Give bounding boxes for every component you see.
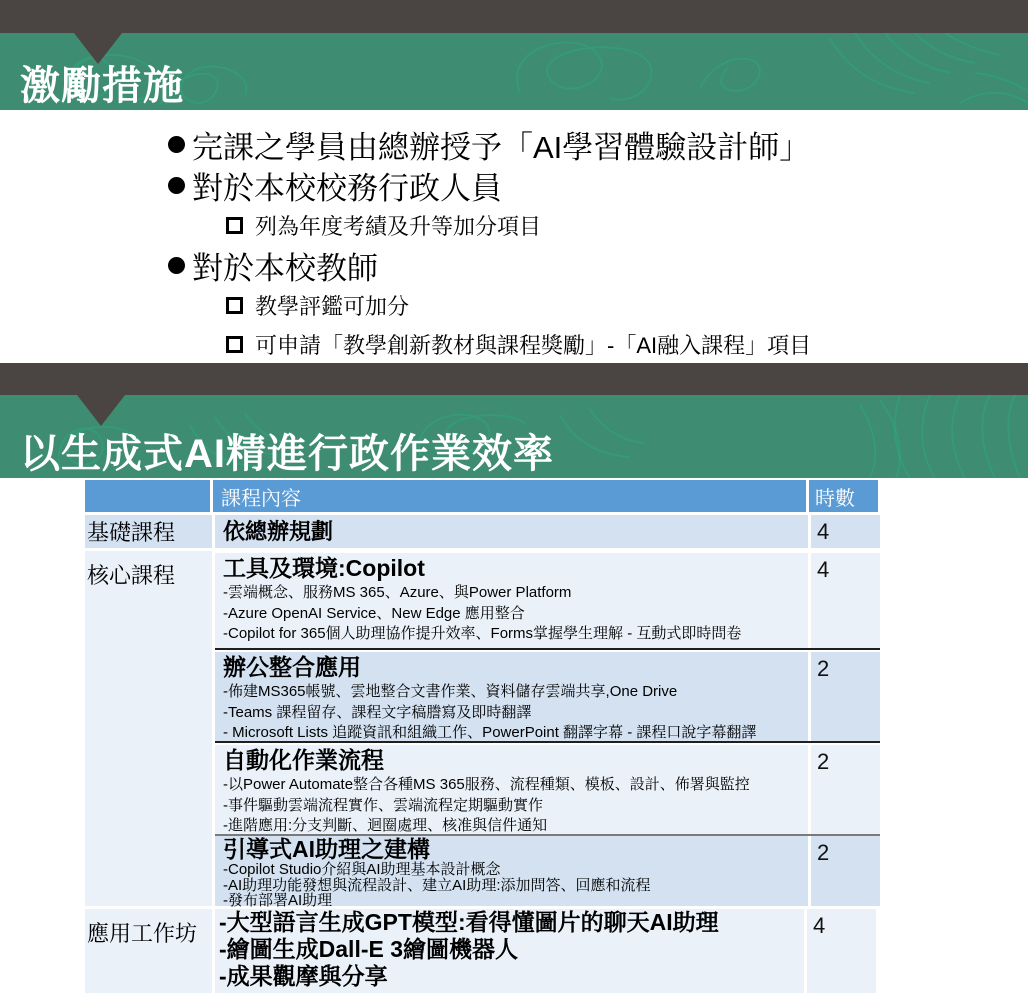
course-item: [215, 551, 880, 648]
banner-notch-triangle: [74, 33, 122, 64]
circle-bullet-icon: [168, 136, 185, 153]
hours-cell: 4: [807, 909, 876, 993]
mid-separator-band: [0, 363, 1028, 395]
section1-banner: [0, 33, 1028, 110]
sub-bullet-item: [226, 286, 1028, 325]
section2-banner: [0, 395, 1028, 478]
hours-cell: 4: [811, 553, 880, 648]
course-item: [215, 515, 880, 548]
banner-notch-triangle: [77, 395, 125, 426]
course-detail: -Copilot for 365個人助理協作提升效率、Forms掌握學生理解 - 互動式即時問卷: [223, 625, 742, 642]
bullet-text: 完課之學員由總辦授予「AI學習體驗設計師」: [192, 130, 811, 165]
course-detail: - Microsoft Lists 追蹤資訊和組織工作、PowerPoint 翻譯字幕 - 課程口說字幕翻譯: [223, 724, 757, 741]
course-detail: -Teams 課程留存、課程文字稿謄寫及即時翻譯: [223, 703, 532, 721]
circle-bullet-icon: [168, 177, 185, 194]
course-title: 辦公整合應用: [223, 654, 361, 680]
course-detail: -佈建MS365帳號、雲地整合文書作業、資料儲存雲端共享,One Drive: [223, 683, 678, 700]
course-title: 自動化作業流程: [223, 747, 384, 773]
course-detail: -雲端概念、服務MS 365、Azure、與Power Platform: [223, 584, 572, 601]
course-item: [215, 741, 880, 834]
category-cell: 基礎課程: [85, 515, 212, 548]
bullet-item: [168, 124, 1028, 165]
hours-cell: 2: [811, 745, 880, 834]
table-group-basic: [85, 515, 878, 548]
course-item: [215, 834, 880, 909]
table-group-workshop: [85, 909, 878, 993]
course-title: 引導式AI助理之建構: [223, 836, 430, 862]
sub-bullet-item: [226, 325, 1028, 364]
square-bullet-icon: [226, 217, 243, 234]
section2-title: 以生成式AI精進行政作業效率: [20, 432, 554, 476]
section1-title: 激勵措施: [20, 64, 184, 108]
course-title: 工具及環境:Copilot: [223, 555, 425, 581]
top-separator-band: [0, 0, 1028, 33]
course-title: -繪圖生成Dall-E 3繪圖機器人: [219, 936, 519, 962]
table-group-core: [85, 551, 878, 909]
circle-bullet-icon: [168, 257, 185, 274]
sub-bullet-text: 列為年度考績及升等加分項目: [255, 214, 542, 239]
header-cell-content: 課程內容: [213, 480, 806, 512]
bullet-text: 對於本校校務行政人員: [192, 171, 502, 206]
square-bullet-icon: [226, 297, 243, 314]
course-detail: -Azure OpenAI Service、New Edge 應用整合: [223, 604, 525, 622]
course-title: -大型語言生成GPT模型:看得懂圖片的聊天AI助理: [219, 909, 719, 935]
course-detail: -事件驅動雲端流程實作、雲端流程定期驅動實作: [223, 796, 543, 814]
course-title: 依總辦規劃: [223, 519, 334, 544]
bullet-text: 對於本校教師: [192, 251, 378, 286]
category-cell: 核心課程: [85, 551, 212, 906]
sub-bullet-text: 教學評鑑可加分: [255, 294, 410, 319]
hours-cell: 4: [811, 515, 880, 548]
hours-cell: 2: [811, 836, 880, 906]
header-cell-category: [85, 480, 210, 512]
course-detail: -以Power Automate整合各種MS 365服務、流程種類、模板、設計、佈署與監控: [223, 776, 750, 793]
course-title: -成果觀摩與分享: [219, 963, 388, 989]
course-detail: -發布部署AI助理: [223, 892, 333, 909]
header-cell-hours: 時數: [809, 480, 878, 512]
course-detail: -Copilot Studio介紹與AI助理基本設計概念: [223, 861, 501, 878]
square-bullet-icon: [226, 336, 243, 353]
bullet-item: [168, 245, 1028, 286]
course-detail: -進階應用:分支判斷、迴圈處理、核准與信件通知: [223, 817, 548, 834]
course-item: [215, 909, 878, 993]
bullet-item: [168, 165, 1028, 206]
category-cell: 應用工作坊: [85, 909, 212, 993]
course-table: [85, 480, 878, 996]
incentive-bullet-list: [0, 124, 1028, 364]
course-detail: -AI助理功能發想與流程設計、建立AI助理:添加問答、回應和流程: [223, 876, 651, 894]
hours-cell: 2: [811, 652, 880, 741]
course-item: [215, 648, 880, 741]
sub-bullet-item: [226, 206, 1028, 245]
sub-bullet-text: 可申請「教學創新教材與課程獎勵」-「AI融入課程」項目: [255, 333, 812, 358]
table-header-row: [85, 480, 878, 512]
